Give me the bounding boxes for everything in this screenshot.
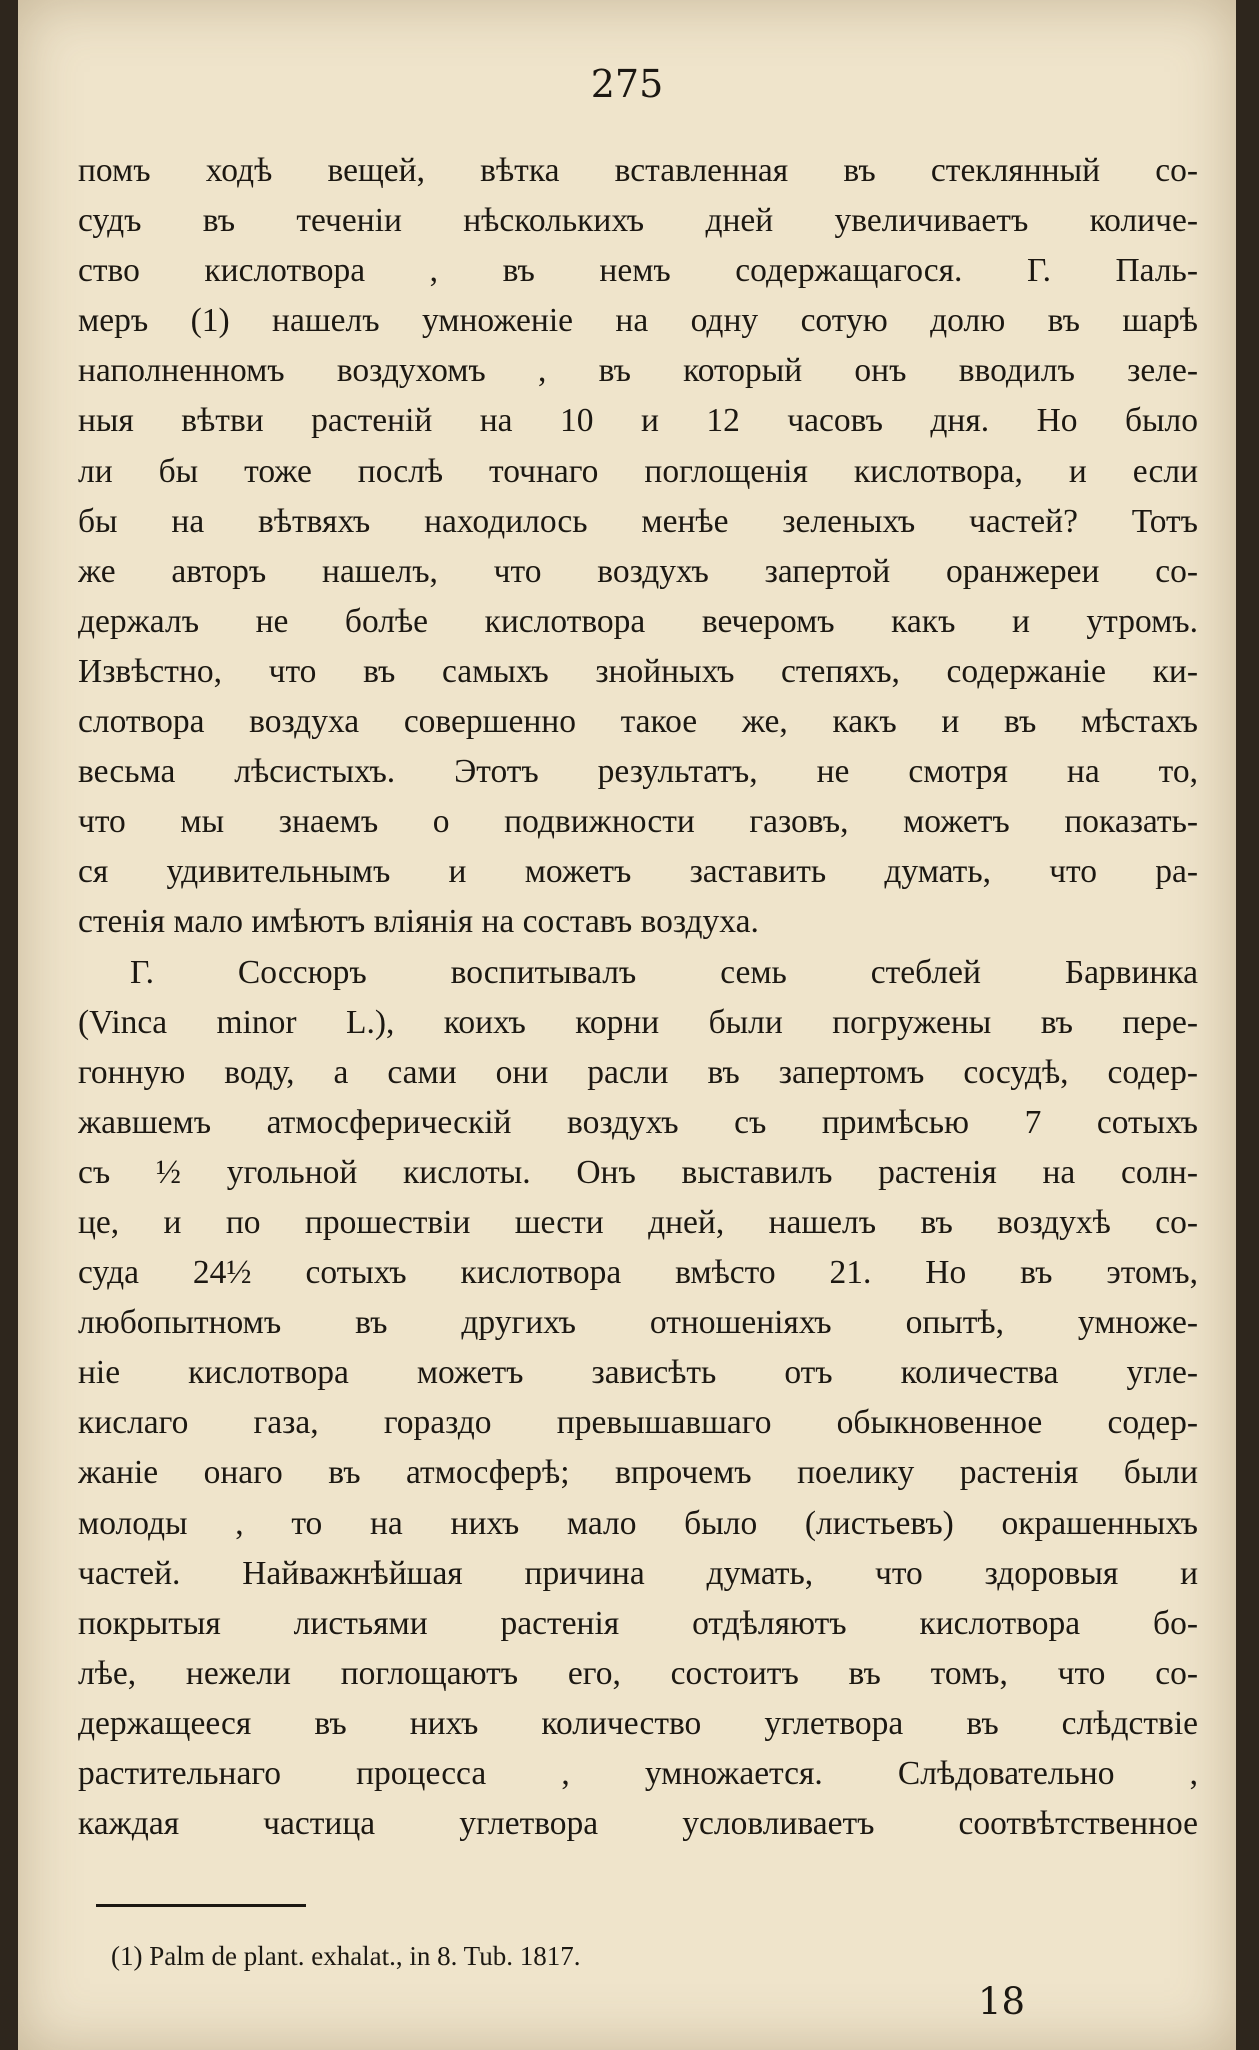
text-line: держащееся въ нихъ количество углетвора въ слѣдствіе	[78, 1704, 1198, 1742]
text-line: помъ ходѣ вещей, вѣтка вставленная въ стеклянный со-	[78, 152, 1198, 189]
text-line: любопытномъ въ другихъ отношеніяхъ опытѣ, умноже-	[78, 1304, 1198, 1342]
text-line: частей. Найважнѣйшая причина думать, что здоровыя и	[78, 1554, 1198, 1592]
text-line: слотвора воздуха совершенно такое же, какъ и въ мѣстахъ	[78, 703, 1198, 741]
text-line: лѣе, нежели поглощаютъ его, состоитъ въ томъ, что со-	[78, 1654, 1198, 1692]
signature-mark: 18	[978, 1980, 1026, 2023]
text-line: це, и по прошествіи шести дней, нашелъ въ воздухѣ со-	[78, 1203, 1198, 1241]
text-line: съ ½ угольной кислоты. Онъ выставилъ растенія на солн-	[78, 1153, 1198, 1191]
text-line: же авторъ нашелъ, что воздухъ запертой оранжереи со-	[78, 552, 1198, 590]
text-line: суда 24½ сотыхъ кислотвора вмѣсто 21. Но въ этомъ,	[78, 1254, 1198, 1292]
text-line: ся удивительнымъ и можетъ заставить думать, что ра-	[78, 853, 1198, 891]
text-line: ныя вѣтви растеній на 10 и 12 часовъ дня. Но было	[78, 402, 1198, 440]
text-line: меръ (1) нашелъ умноженіе на одну сотую долю въ шарѣ	[78, 302, 1198, 340]
text-line: судъ въ теченіи нѣсколькихъ дней увеличиваетъ количе-	[78, 202, 1198, 240]
footnote: (1) Palm de plant. exhalat., in 8. Tub. 1817.	[111, 1941, 581, 1971]
book-page	[18, 0, 1236, 2050]
text-line: каждая частица углетвора условливаетъ соотвѣтственное	[78, 1805, 1198, 1843]
text-line: (Vinca minor L.), коихъ корни были погружены въ пере-	[78, 1003, 1198, 1041]
text-line: Г. Соссюръ воспитывалъ семь стеблей Барвинка	[130, 953, 1198, 991]
text-line: жавшемъ атмосферическій воздухъ съ примѣсью 7 сотыхъ	[78, 1103, 1198, 1141]
text-line: покрытыя листьями растенія отдѣляютъ кислотвора бо-	[78, 1604, 1198, 1642]
text-line: ство кислотвора , въ немъ содержащагося. Г. Паль-	[78, 252, 1198, 290]
text-line: наполненномъ воздухомъ , въ который онъ вводилъ зеле-	[78, 352, 1198, 390]
text-line: растительнаго процесса , умножается. Слѣдовательно ,	[78, 1755, 1198, 1792]
text-line: Извѣстно, что въ самыхъ знойныхъ степяхъ, содержаніе ки-	[78, 652, 1198, 690]
text-line: ли бы тоже послѣ точнаго поглощенія кислотвора, и если	[78, 452, 1198, 490]
text-line: стенія мало имѣютъ вліянія на составъ воздуха.	[78, 903, 759, 941]
text-line: что мы знаемъ о подвижности газовъ, можетъ показать-	[78, 803, 1198, 841]
text-line: гонную воду, а сами они расли въ запертомъ сосудѣ, содер-	[78, 1053, 1198, 1091]
text-line: кислаго газа, гораздо превышавшаго обыкновенное содер-	[78, 1404, 1198, 1442]
text-line: бы на вѣтвяхъ находилось менѣе зеленыхъ частей? Тотъ	[78, 502, 1198, 540]
text-line: ніе кислотвора можетъ зависѣть отъ количества угле-	[78, 1354, 1198, 1392]
page-number: 275	[590, 62, 664, 106]
footnote-rule	[96, 1904, 306, 1907]
body-text	[78, 146, 1198, 1849]
text-line: молоды , то на нихъ мало было (листьевъ) окрашенныхъ	[78, 1504, 1198, 1542]
text-line: весьма лѣсистыхъ. Этотъ результатъ, не смотря на то,	[78, 753, 1198, 791]
text-line: жаніе онаго въ атмосферѣ; впрочемъ поелику растенія были	[78, 1454, 1198, 1492]
text-line: держалъ не болѣе кислотвора вечеромъ какъ и утромъ.	[78, 602, 1198, 640]
